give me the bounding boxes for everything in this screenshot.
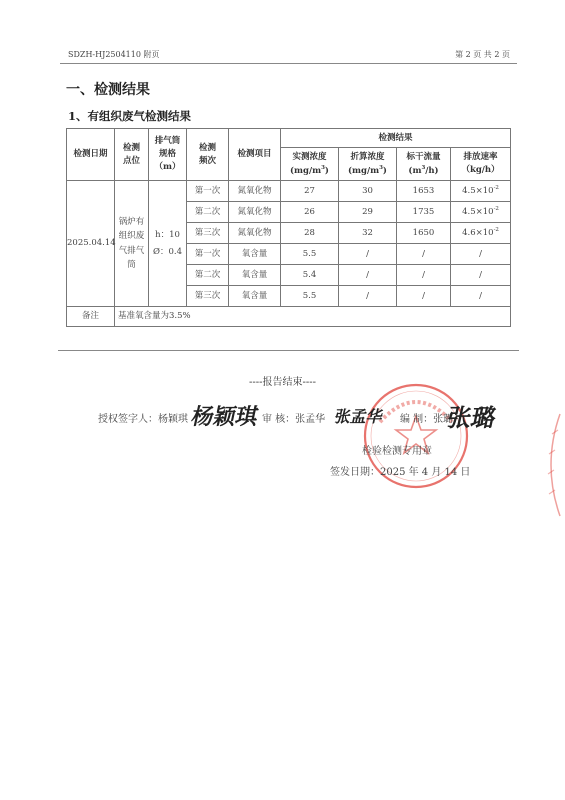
header-measured: 实测浓度 $(mg/m^3)$	[281, 148, 339, 181]
header-rate: 排放速率 （kg/h）	[451, 148, 511, 181]
remark-value: 基准氧含量为3.5%	[115, 307, 511, 327]
seal-caption: 检验检测专用章	[362, 446, 432, 457]
header-frequency: 检测 频次	[187, 129, 229, 181]
section-subtitle: 1、有组织废气检测结果	[68, 109, 192, 123]
table-end-divider	[58, 350, 519, 351]
table-row: 第三次 氧含量 5.5 / / /	[67, 286, 511, 307]
header-spec: 排气筒 规格 （m）	[149, 129, 187, 181]
editor-label: 编 制：张璐	[400, 414, 454, 425]
edge-seal-fragment	[540, 410, 562, 520]
table-row: 第三次 氮氧化物 28 32 1650 $4.6\times 10^{-2}$	[67, 223, 511, 244]
header-results: 检测结果	[281, 129, 511, 148]
reviewer-label: 审 核：张孟华	[262, 414, 326, 425]
date-cell: 2025.04.14	[67, 181, 115, 307]
header-point: 检测 点位	[115, 129, 149, 181]
point-cell: 锅炉有组织废气排气筒	[115, 181, 149, 307]
report-end-marker: ----报告结束----	[248, 377, 317, 388]
table-row: 第二次 氧含量 5.4 / / /	[67, 265, 511, 286]
edge-seal-icon	[540, 410, 562, 520]
reviewer-signature: 张孟华	[332, 407, 385, 426]
page-info: 第 2 页 共 2 页	[455, 50, 510, 59]
header-date: 检测日期	[67, 129, 115, 181]
authorizer-signature: 杨颖琪	[188, 405, 261, 430]
section-title: 一、检测结果	[66, 82, 150, 98]
spec-cell: h：10 Ø：0.4	[149, 181, 187, 307]
document-id: SDZH-HJ2504110 附页	[68, 50, 160, 59]
table-row: 第一次 氧含量 5.5 / / /	[67, 244, 511, 265]
header-item: 检测项目	[229, 129, 281, 181]
table-row: 第二次 氮氧化物 26 29 1735 $4.5\times 10^{-2}$	[67, 202, 511, 223]
table-row: 2025.04.14 锅炉有组织废气排气筒 h：10 Ø：0.4 第一次 氮氧化物 27 30 1653 $4.5\times 10^{-2}$	[67, 181, 511, 202]
authorizer-label: 授权签字人：杨颖琪	[98, 414, 188, 425]
header-flow: 标干流量 $(m^3/h)$	[397, 148, 451, 181]
editor-signature: 张璐	[444, 404, 499, 432]
results-table	[66, 128, 511, 327]
issue-date: 签发日期：2025 年 4 月 14 日	[330, 467, 471, 478]
header-divider	[60, 63, 517, 64]
remark-row	[67, 307, 511, 327]
remark-label: 备注	[67, 307, 115, 327]
header-converted: 折算浓度 $(mg/m^3)$	[339, 148, 397, 181]
